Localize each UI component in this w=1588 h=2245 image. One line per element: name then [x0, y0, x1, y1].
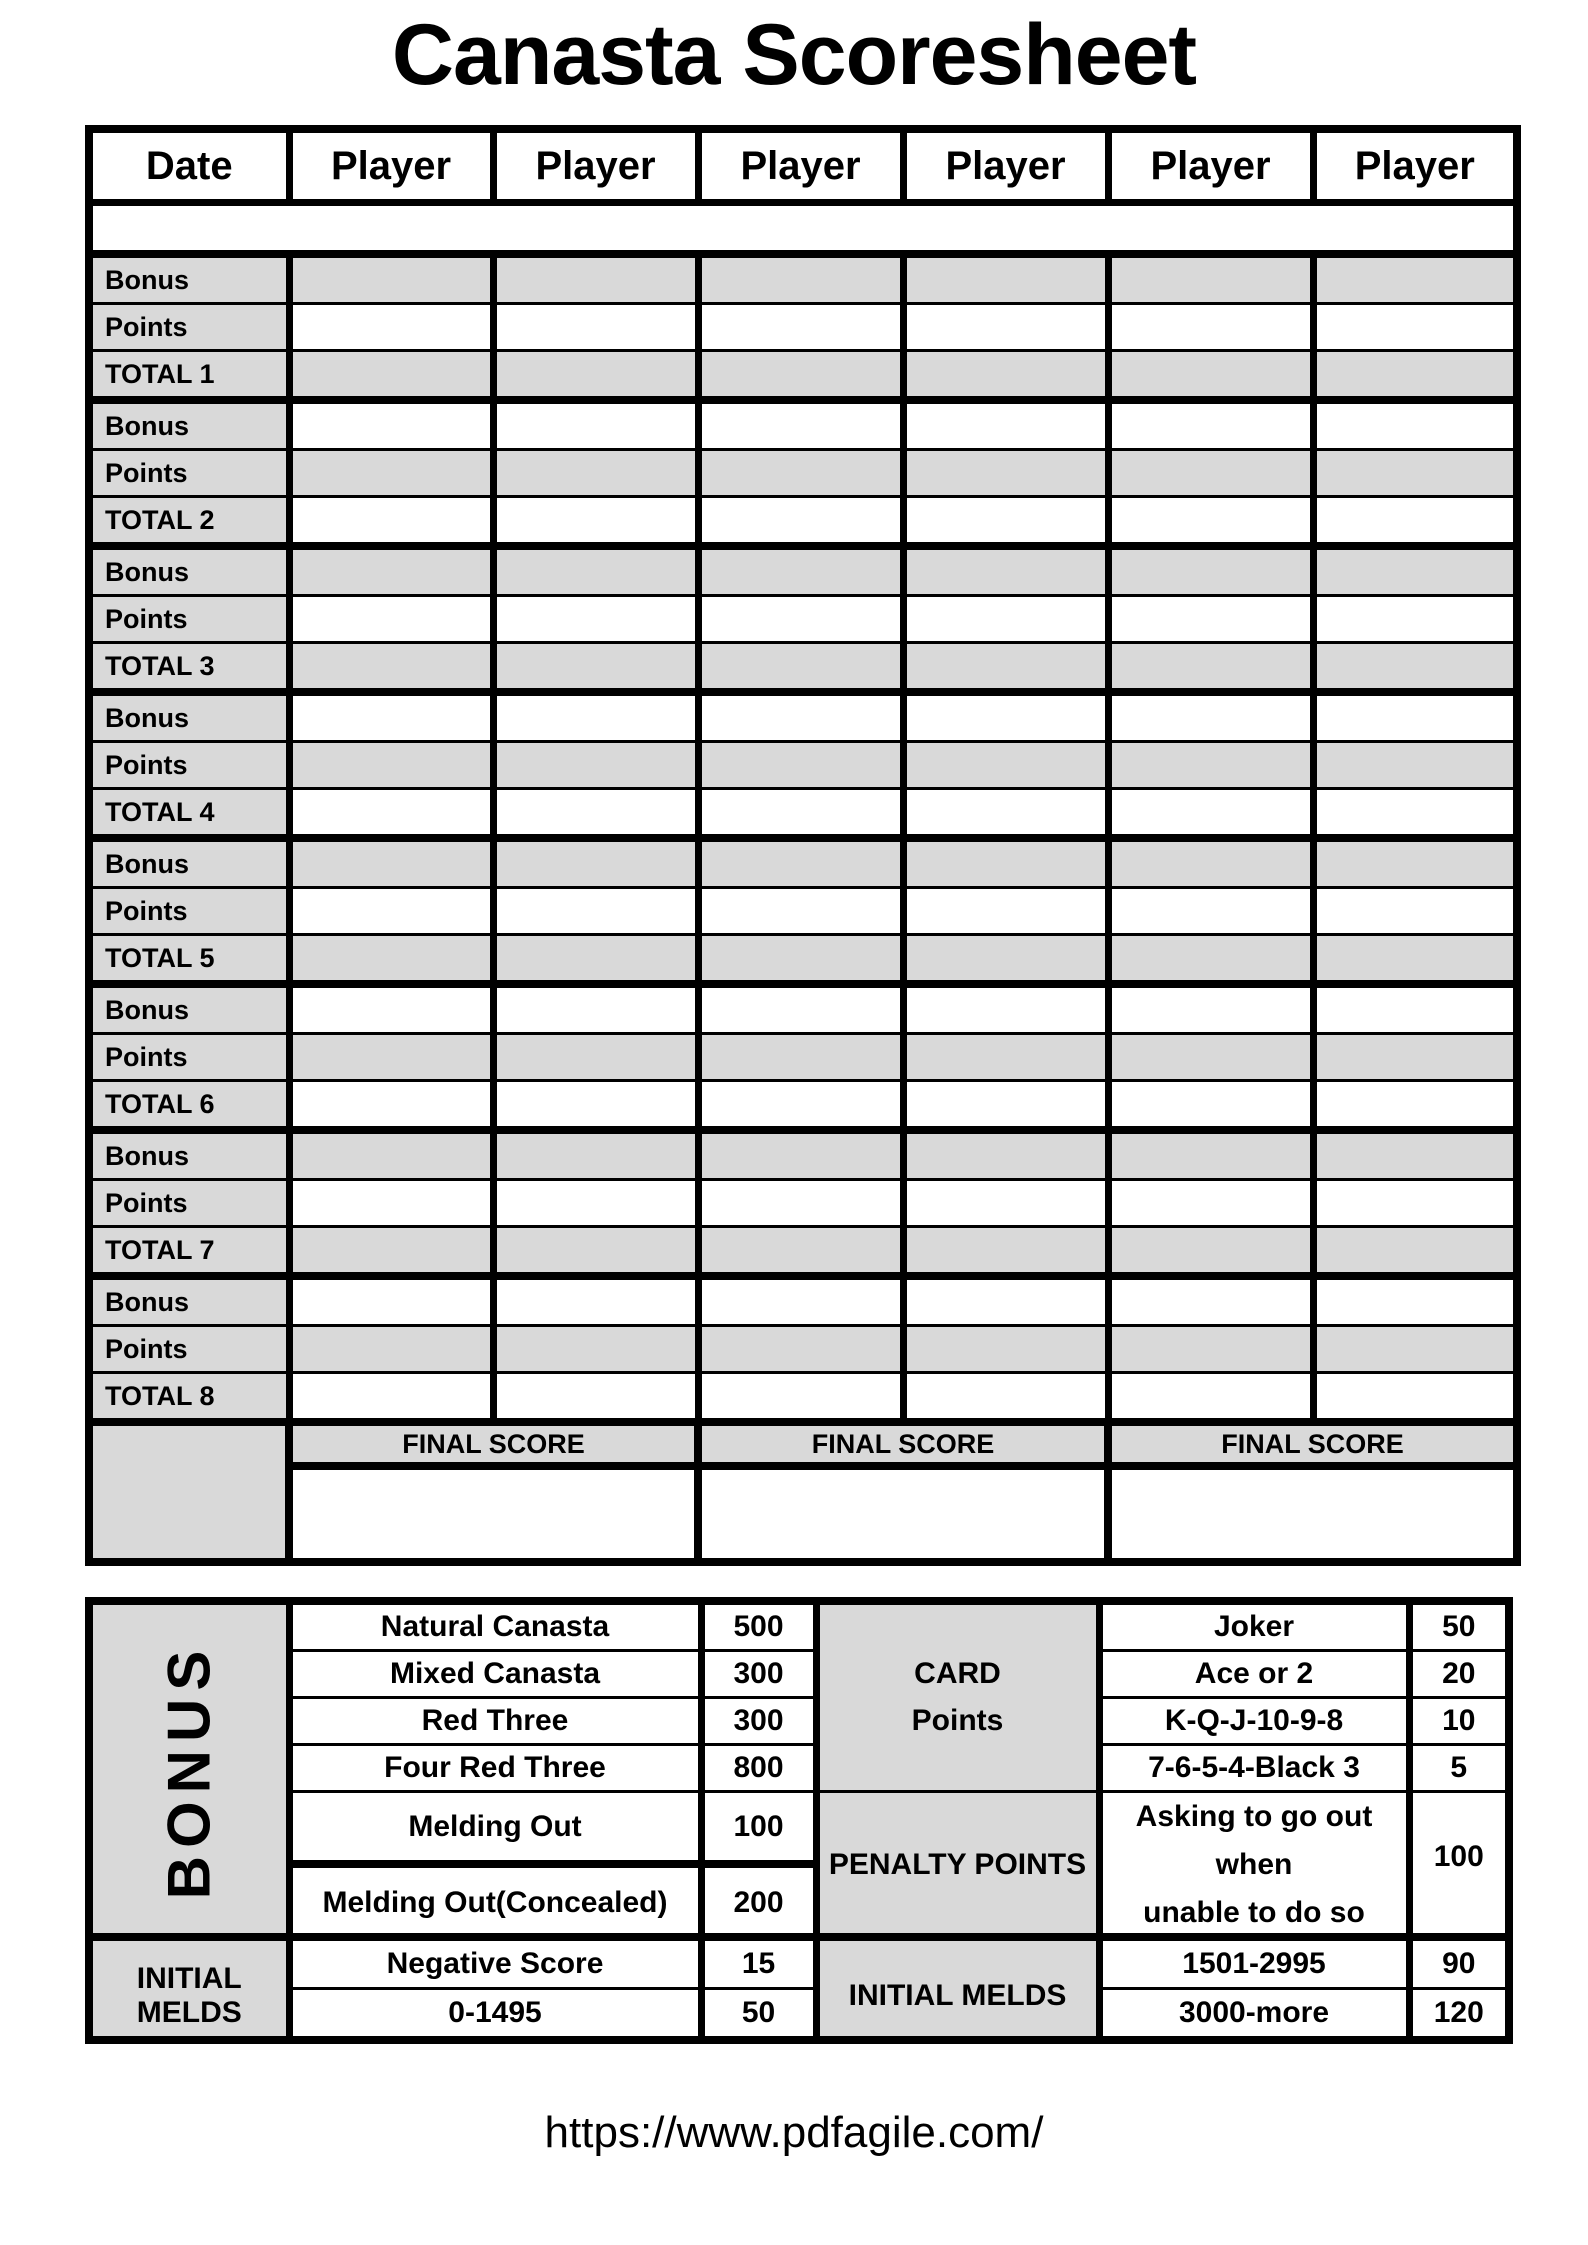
row-label: TOTAL 1	[89, 351, 289, 401]
bonus-item-value: 200	[701, 1864, 816, 1941]
row-label: Points	[89, 742, 289, 789]
score-cell	[1313, 1373, 1517, 1423]
score-cell	[1313, 838, 1517, 888]
card-item-label: Ace or 2	[1099, 1651, 1409, 1698]
final-score-header-2: FINAL SCORE	[698, 1422, 1108, 1466]
initial-melds-table	[85, 1933, 1513, 2044]
score-cell	[289, 789, 493, 839]
score-cell	[493, 1180, 698, 1227]
score-cell	[903, 838, 1108, 888]
score-cell	[289, 838, 493, 888]
score-cell	[698, 1227, 903, 1277]
score-cell	[1108, 742, 1313, 789]
card-item-label: Joker	[1099, 1601, 1409, 1651]
score-group-8	[89, 1276, 1517, 1422]
score-cell	[903, 497, 1108, 547]
bonus-side-label-cell	[89, 1601, 289, 1941]
score-cell	[1108, 838, 1313, 888]
melds-item-value: 120	[1409, 1989, 1509, 2041]
score-cell	[1108, 497, 1313, 547]
score-cell	[493, 789, 698, 839]
score-cell	[289, 497, 493, 547]
score-cell	[1108, 643, 1313, 693]
score-cell	[698, 400, 903, 450]
bonus-item-label: Red Three	[289, 1698, 701, 1745]
score-cell	[903, 596, 1108, 643]
score-cell	[903, 1276, 1108, 1326]
final-score-cell	[698, 1466, 1108, 1562]
score-cell	[1313, 304, 1517, 351]
score-cell	[1313, 1130, 1517, 1180]
score-cell	[903, 1373, 1108, 1423]
score-cell	[289, 400, 493, 450]
score-cell	[1313, 888, 1517, 935]
row-label: Points	[89, 1326, 289, 1373]
row-label: TOTAL 5	[89, 935, 289, 985]
score-cell	[289, 742, 493, 789]
table-row	[89, 497, 1517, 547]
col-header-player-2: Player	[493, 129, 698, 203]
card-item-label: 7-6-5-4-Black 3	[1099, 1745, 1409, 1792]
bonus-table	[85, 1597, 1513, 1945]
score-cell	[903, 450, 1108, 497]
score-cell	[289, 254, 493, 304]
score-cell	[1108, 1034, 1313, 1081]
score-cell	[1108, 935, 1313, 985]
table-row	[89, 1698, 1509, 1745]
score-cell	[289, 643, 493, 693]
initial-melds-label-right: INITIAL MELDS	[816, 1937, 1099, 2040]
score-cell	[289, 1081, 493, 1131]
score-cell	[1108, 254, 1313, 304]
table-row	[89, 1651, 1509, 1698]
melds-item-label: Negative Score	[289, 1937, 701, 1989]
row-label: Bonus	[89, 254, 289, 304]
table-row	[89, 1937, 1509, 1989]
row-label: Bonus	[89, 984, 289, 1034]
table-row	[89, 984, 1517, 1034]
score-cell	[493, 984, 698, 1034]
score-cell	[1108, 1081, 1313, 1131]
score-cell	[1313, 596, 1517, 643]
score-cell	[698, 888, 903, 935]
bonus-table-body	[89, 1601, 1509, 1941]
melds-item-value: 50	[701, 1989, 816, 2041]
score-cell	[1108, 1227, 1313, 1277]
row-label: Bonus	[89, 1276, 289, 1326]
col-header-date: Date	[89, 129, 289, 203]
table-row	[89, 789, 1517, 839]
score-cell	[289, 596, 493, 643]
score-cell	[1313, 1276, 1517, 1326]
score-cell	[903, 742, 1108, 789]
bonus-item-label: Melding Out	[289, 1792, 701, 1865]
score-cell	[289, 1276, 493, 1326]
table-row	[89, 1180, 1517, 1227]
row-label: Points	[89, 450, 289, 497]
col-header-player-3: Player	[698, 129, 903, 203]
score-cell	[493, 497, 698, 547]
score-cell	[1313, 1326, 1517, 1373]
score-cell	[698, 497, 903, 547]
score-cell	[289, 935, 493, 985]
score-cell	[1313, 400, 1517, 450]
row-label: Bonus	[89, 400, 289, 450]
table-row	[89, 888, 1517, 935]
card-item-value: 5	[1409, 1745, 1509, 1792]
score-cell	[903, 692, 1108, 742]
bonus-item-value: 800	[701, 1745, 816, 1792]
score-cell	[698, 1081, 903, 1131]
score-group-5	[89, 838, 1517, 984]
melds-item-label: 1501-2995	[1099, 1937, 1409, 1989]
score-cell	[493, 596, 698, 643]
row-label: TOTAL 4	[89, 789, 289, 839]
table-row	[89, 546, 1517, 596]
table-row	[89, 1276, 1517, 1326]
table-row	[89, 1601, 1509, 1651]
score-cell	[493, 1130, 698, 1180]
bonus-item-label: Natural Canasta	[289, 1601, 701, 1651]
score-cell	[1108, 692, 1313, 742]
score-cell	[903, 984, 1108, 1034]
score-cell	[493, 1326, 698, 1373]
score-group-4	[89, 692, 1517, 838]
card-points-line1: CARD	[914, 1657, 1001, 1690]
row-label: Points	[89, 888, 289, 935]
score-cell	[1313, 450, 1517, 497]
score-cell	[289, 1326, 493, 1373]
score-cell	[1108, 888, 1313, 935]
score-cell	[1108, 304, 1313, 351]
melds-item-value: 90	[1409, 1937, 1509, 1989]
score-cell	[698, 742, 903, 789]
score-cell	[1108, 984, 1313, 1034]
table-row	[89, 1130, 1517, 1180]
initial-melds-body	[89, 1937, 1509, 2040]
score-cell	[289, 1180, 493, 1227]
row-label: Bonus	[89, 1130, 289, 1180]
card-item-label: K-Q-J-10-9-8	[1099, 1698, 1409, 1745]
score-cell	[1108, 351, 1313, 401]
bonus-item-value: 100	[701, 1792, 816, 1865]
score-cell	[289, 984, 493, 1034]
score-cell	[1313, 497, 1517, 547]
score-cell	[698, 692, 903, 742]
melds-item-value: 15	[701, 1937, 816, 1989]
score-cell	[493, 888, 698, 935]
score-cell	[493, 692, 698, 742]
bonus-item-value: 500	[701, 1601, 816, 1651]
table-row	[89, 1373, 1517, 1423]
melds-item-label: 0-1495	[289, 1989, 701, 2041]
row-label: TOTAL 6	[89, 1081, 289, 1131]
score-cell	[493, 400, 698, 450]
initial-melds-label-left: INITIAL MELDS	[89, 1937, 289, 2040]
score-cell	[1108, 546, 1313, 596]
score-cell	[903, 888, 1108, 935]
final-score-cell	[1108, 1466, 1517, 1562]
score-cell	[493, 546, 698, 596]
score-cell	[1108, 1276, 1313, 1326]
score-cell	[493, 1276, 698, 1326]
score-cell	[1108, 1326, 1313, 1373]
row-label: Bonus	[89, 692, 289, 742]
score-cell	[289, 450, 493, 497]
row-label: Points	[89, 1034, 289, 1081]
score-group-1	[89, 254, 1517, 400]
card-points-line2: Points	[911, 1703, 1004, 1737]
score-cell	[903, 351, 1108, 401]
score-cell	[289, 1373, 493, 1423]
penalty-item-line1: Asking to go out when	[1135, 1800, 1373, 1881]
table-row	[89, 742, 1517, 789]
score-cell	[698, 450, 903, 497]
table-row	[89, 1792, 1509, 1865]
score-cell	[698, 643, 903, 693]
names-cell	[89, 203, 1517, 255]
score-cell	[1313, 984, 1517, 1034]
score-cell	[1108, 1180, 1313, 1227]
score-group-2	[89, 400, 1517, 546]
score-cell	[1313, 1227, 1517, 1277]
final-score-header-1: FINAL SCORE	[289, 1422, 698, 1466]
table-row	[89, 1227, 1517, 1277]
score-cell	[289, 1130, 493, 1180]
final-score-section	[89, 1422, 1517, 1562]
col-header-player-5: Player	[1108, 129, 1313, 203]
col-header-player-1: Player	[289, 129, 493, 203]
table-row	[89, 203, 1517, 255]
score-cell	[1313, 1034, 1517, 1081]
score-cell	[903, 1180, 1108, 1227]
bonus-item-value: 300	[701, 1698, 816, 1745]
row-label: Points	[89, 596, 289, 643]
table-row	[89, 1034, 1517, 1081]
card-item-value: 20	[1409, 1651, 1509, 1698]
score-cell	[289, 546, 493, 596]
row-label: Points	[89, 1180, 289, 1227]
final-score-value-row	[89, 1466, 1517, 1562]
table-row	[89, 596, 1517, 643]
card-item-value: 10	[1409, 1698, 1509, 1745]
score-cell	[493, 1373, 698, 1423]
score-cell	[289, 1034, 493, 1081]
score-table	[85, 125, 1521, 1566]
col-header-player-4: Player	[903, 129, 1108, 203]
bonus-vertical-label: BONUS	[155, 1642, 223, 1900]
final-score-cell	[289, 1466, 698, 1562]
row-label: TOTAL 3	[89, 643, 289, 693]
score-cell	[698, 1130, 903, 1180]
score-cell	[289, 888, 493, 935]
score-cell	[493, 742, 698, 789]
bonus-item-label: Mixed Canasta	[289, 1651, 701, 1698]
table-row	[89, 400, 1517, 450]
page-title: Canasta Scoresheet	[391, 7, 1197, 103]
score-cell	[903, 643, 1108, 693]
score-cell	[1313, 643, 1517, 693]
score-cell	[1313, 742, 1517, 789]
score-cell	[698, 1034, 903, 1081]
table-row	[89, 1989, 1509, 2041]
score-cell	[698, 254, 903, 304]
score-cell	[698, 789, 903, 839]
final-score-label-row	[89, 1422, 1517, 1466]
score-cell	[903, 1081, 1108, 1131]
score-cell	[903, 1130, 1108, 1180]
row-label: Bonus	[89, 838, 289, 888]
score-group-7	[89, 1130, 1517, 1276]
score-cell	[1108, 400, 1313, 450]
score-cell	[1313, 935, 1517, 985]
score-cell	[1313, 1081, 1517, 1131]
row-label: Points	[89, 304, 289, 351]
melds-item-label: 3000-more	[1099, 1989, 1409, 2041]
score-cell	[698, 1373, 903, 1423]
score-cell	[903, 789, 1108, 839]
score-cell	[698, 546, 903, 596]
col-header-player-6: Player	[1313, 129, 1517, 203]
table-row	[89, 1326, 1517, 1373]
table-row	[89, 1081, 1517, 1131]
table-row	[89, 254, 1517, 304]
score-cell	[493, 450, 698, 497]
card-item-value: 50	[1409, 1601, 1509, 1651]
score-cell	[493, 838, 698, 888]
score-cell	[698, 838, 903, 888]
score-group-6	[89, 984, 1517, 1130]
penalty-item-line2: unable to do so	[1143, 1896, 1365, 1929]
score-cell	[1108, 1130, 1313, 1180]
score-cell	[903, 1326, 1108, 1373]
score-cell	[903, 304, 1108, 351]
score-cell	[1313, 546, 1517, 596]
score-cell	[1313, 789, 1517, 839]
bonus-item-label: Melding Out(Concealed)	[289, 1864, 701, 1941]
final-score-corner-cell	[89, 1422, 289, 1562]
score-cell	[493, 351, 698, 401]
score-cell	[493, 935, 698, 985]
score-cell	[493, 1081, 698, 1131]
score-cell	[698, 1326, 903, 1373]
score-cell	[493, 1034, 698, 1081]
final-score-header-3: FINAL SCORE	[1108, 1422, 1517, 1466]
score-cell	[289, 304, 493, 351]
row-label: TOTAL 8	[89, 1373, 289, 1423]
bonus-item-value: 300	[701, 1651, 816, 1698]
row-label: TOTAL 2	[89, 497, 289, 547]
score-cell	[493, 254, 698, 304]
score-cell	[903, 254, 1108, 304]
score-cell	[698, 596, 903, 643]
footer-url-link[interactable]: https://www.pdfagile.com/	[544, 2108, 1044, 2157]
score-cell	[903, 400, 1108, 450]
table-row	[89, 838, 1517, 888]
score-cell	[903, 935, 1108, 985]
score-cell	[289, 351, 493, 401]
table-row	[89, 643, 1517, 693]
score-table-header	[89, 129, 1517, 203]
score-group-3	[89, 546, 1517, 692]
names-row	[89, 203, 1517, 255]
score-cell	[1313, 1180, 1517, 1227]
score-cell	[493, 304, 698, 351]
bonus-item-label: Four Red Three	[289, 1745, 701, 1792]
score-cell	[903, 1227, 1108, 1277]
score-cell	[903, 546, 1108, 596]
score-cell	[289, 692, 493, 742]
row-label: Bonus	[89, 546, 289, 596]
score-cell	[698, 1276, 903, 1326]
score-cell	[1108, 1373, 1313, 1423]
score-cell	[1313, 254, 1517, 304]
table-row	[89, 935, 1517, 985]
score-cell	[698, 304, 903, 351]
table-row	[89, 351, 1517, 401]
penalty-item-label	[1099, 1792, 1409, 1942]
table-row	[89, 450, 1517, 497]
card-points-label-cell	[816, 1601, 1099, 1792]
score-cell	[493, 1227, 698, 1277]
header-row	[89, 129, 1517, 203]
score-cell	[1108, 450, 1313, 497]
score-cell	[1108, 789, 1313, 839]
score-cell	[1313, 692, 1517, 742]
penalty-item-value: 100	[1409, 1792, 1509, 1942]
score-cell	[698, 351, 903, 401]
penalty-points-label-cell: PENALTY POINTS	[816, 1792, 1099, 1942]
score-cell	[698, 1180, 903, 1227]
row-label: TOTAL 7	[89, 1227, 289, 1277]
score-cell	[698, 984, 903, 1034]
table-row	[89, 692, 1517, 742]
score-cell	[1108, 596, 1313, 643]
table-row	[89, 304, 1517, 351]
score-cell	[493, 643, 698, 693]
score-cell	[698, 935, 903, 985]
score-cell	[289, 1227, 493, 1277]
score-cell	[903, 1034, 1108, 1081]
score-cell	[1313, 351, 1517, 401]
table-row	[89, 1745, 1509, 1792]
